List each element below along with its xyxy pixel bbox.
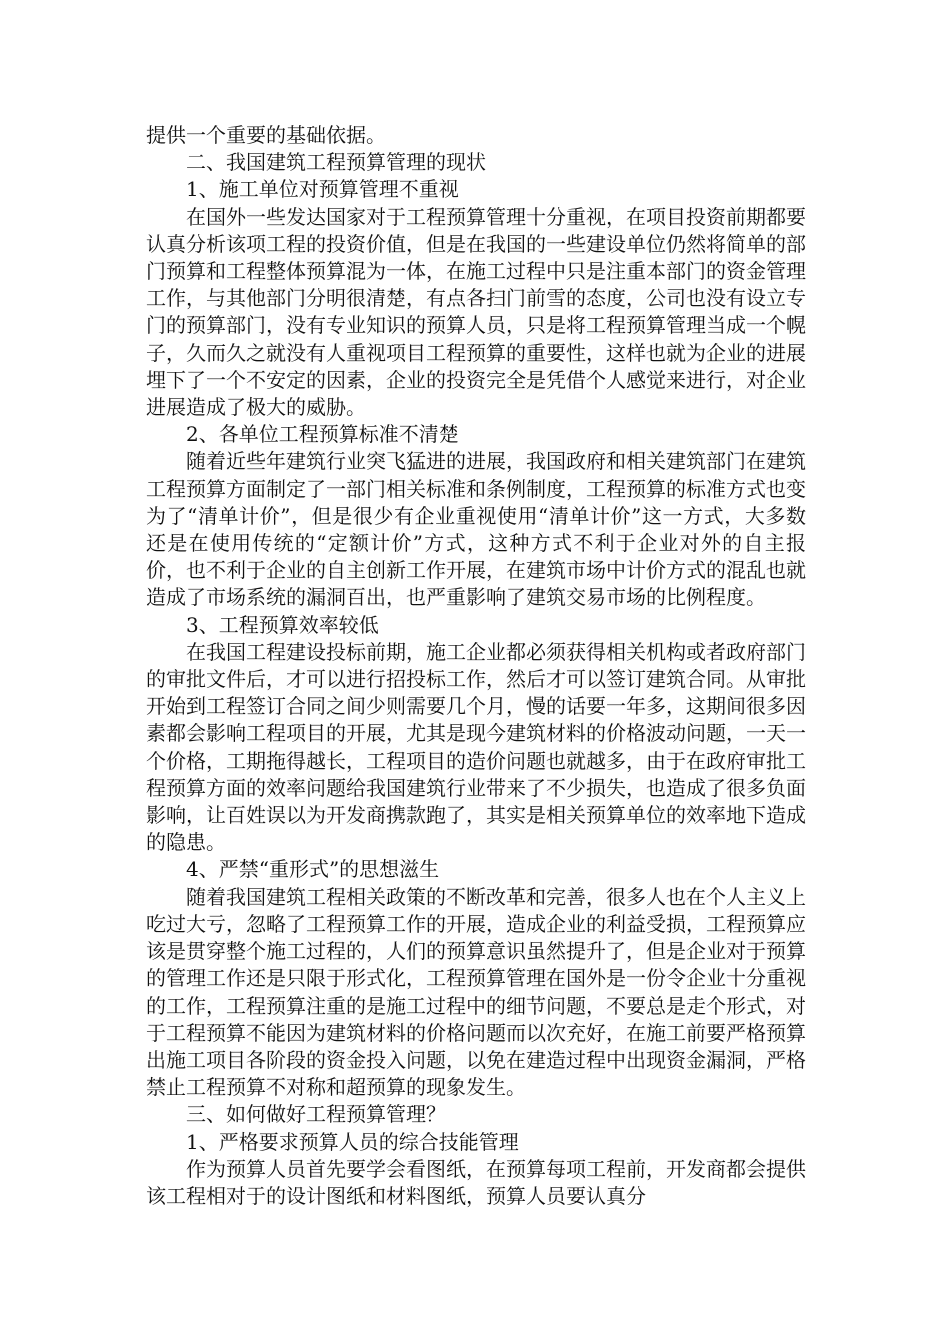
paragraph-2-1: 在国外一些发达国家对于工程预算管理十分重视，在项目投资前期都要认真分析该项工程的投资价值，但是在我国的一些建设单位仍然将简单的部门预算和工程整体预算混为一体，在施工过程中只是注重本部门的资金管理工作，与其他部门分明很清楚，有点各扫门前雪的态度，公司也没有设立专门的预算部门，没有专业知识的预算人员，只是将工程预算管理当成一个幌子，久而久之就没有人重视项目工程预算的重要性，这样也就为企业的进展埋下了一个不安定的因素，企业的投资完全是凭借个人感觉来进行，对企业进展造成了极大的威胁。 [146,204,806,420]
section-heading-2: 二、我国建筑工程预算管理的现状 [186,150,486,175]
subheading-2-1: 1、施工单位对预算管理不重视 [186,177,459,202]
subheading-2-2: 2、各单位工程预算标准不清楚 [186,422,459,447]
section-heading-3: 三、如何做好工程预算管理？ [186,1102,446,1127]
subheading-2-3: 3、工程预算效率较低 [186,612,379,637]
paragraph-2-3: 在我国工程建设投标前期，施工企业都必须获得相关机构或者政府部门的审批文件后，才可以进行招投标工作，然后才可以签订建筑合同。从审批开始到工程签订合同之间少则需要几个月，慢的话要一年多，这期间很多因素都会影响工程项目的开展，尤其是现今建筑材料的价格波动问题，一天一个价格，工期拖得越长，工程项目的造价问题也就越多，由于在政府审批工程预算方面的效率问题给我国建筑行业带来了不少损失，也造成了很多负面影响，让百姓误以为开发商携款跑了，其实是相关预算单位的效率地下造成的隐患。 [146,639,806,855]
subheading-2-4: 4、严禁“重形式”的思想滋生 [186,857,440,882]
paragraph-continuation: 提供一个重要的基础依据。 [146,123,386,147]
paragraph-3-1: 作为预算人员首先要学会看图纸，在预算每项工程前，开发商都会提供该工程相对于的设计图纸和材料图纸，预算人员要认真分 [146,1156,806,1208]
subheading-3-1: 1、严格要求预算人员的综合技能管理 [186,1129,519,1154]
paragraph-2-2: 随着近些年建筑行业突飞猛进的进展，我国政府和相关建筑部门在建筑工程预算方面制定了一部门相关标准和条例制度，工程预算的标准方式也变为了“清单计价”，但是很少有企业重视使用“清单计价”这一方式，大多数还是在使用传统的“定额计价”方式，这种方式不利于企业对外的自主报价，也不利于企业的自主创新工作开展，在建筑市场中计价方式的混乱也就造成了市场系统的漏洞百出，也严重影响了建筑交易市场的比例程度。 [146,449,806,610]
document-body [146,122,806,1210]
paragraph-2-4: 随着我国建筑工程相关政策的不断改革和完善，很多人也在个人主义上吃过大亏，忽略了工程预算工作的开展，造成企业的利益受损，工程预算应该是贯穿整个施工过程的，人们的预算意识虽然提升了，但是企业对于预算的管理工作还是只限于形式化，工程预算管理在国外是一份令企业十分重视的工作，工程预算注重的是施工过程中的细节问题，不要总是走个形式，对于工程预算不能因为建筑材料的价格问题而以次充好，在施工前要严格预算出施工项目各阶段的资金投入问题，以免在建造过程中出现资金漏洞，严格禁止工程预算不对称和超预算的现象发生。 [146,884,806,1100]
